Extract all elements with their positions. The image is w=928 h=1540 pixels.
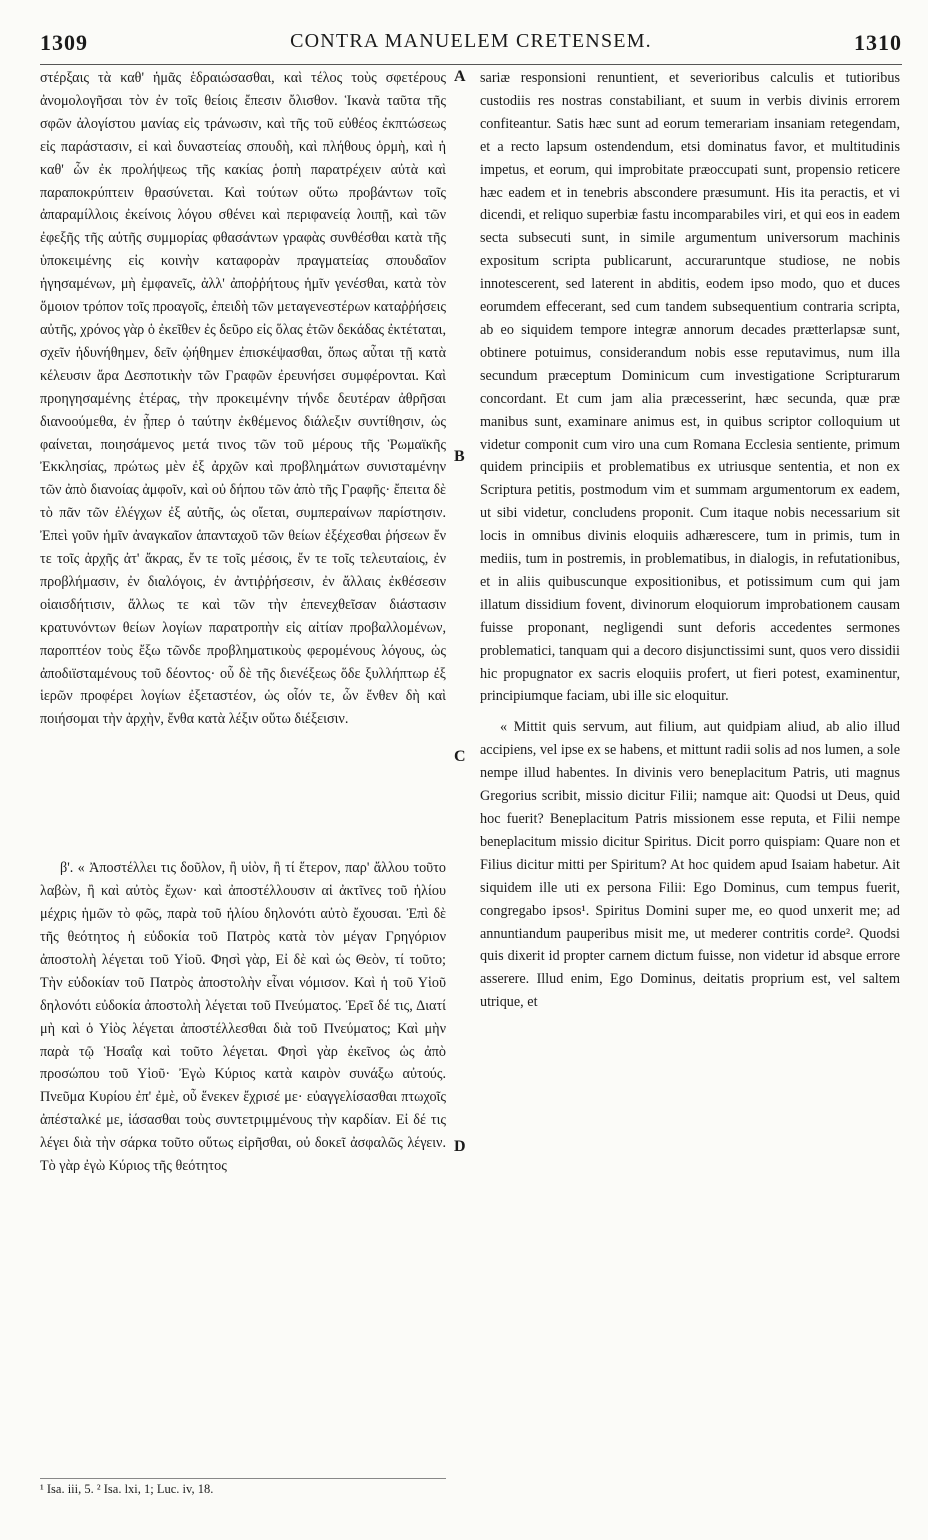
page-number-right: 1310 [854, 30, 902, 55]
margin-letter-d: D [454, 1138, 466, 1155]
margin-letter-b: B [454, 448, 465, 465]
latin-paragraph-2: « Mittit quis servum, aut filium, aut quidpiam aliud, ab alio illud accipiens, vel ipse ex se habens, et mittunt radii solis ad nos lumen, a sole nempe illud habentes. In divinis vero beneplacitum Patris, uti magnus Gregorius scribit, missio dicitur Filii; namque ait: Quodsi ut Deus, quid hoc fuerit? Beneplacitum Patris missionem esse reputa, et Filii nempe beneplacitum missio dicitur Spiritus. Dicit porro quispiam: Quare non et Filius dicitur mitti per Spiritum? At hoc quidem apud Isaiam habetur. Ait siquidem ille uti ex persona Filii: Ego Dominus, cum tempus fuerit, congregabo ipsos¹. Spiritus Domini super me, eo quod unxerit me; ad annuntiandum pauperibus misit me, ut mederer contritis corde². Quodsi quis dixerit id propter carnem dictum fuisse, non videtur id absque errore asserere. Illud enim, Ego Dominus, deitatis proprium est, vel saltem utrique, et [480, 719, 900, 1011]
page-number-left: 1309 [40, 30, 88, 55]
footnote-rule [40, 1478, 446, 1479]
greek-column [40, 67, 446, 1178]
greek-paragraph-1: στέρξαις τὰ καθ' ἡμᾶς ἑδραιώσασθαι, καὶ τέλος τοὺς σφετέρους ἀνομολογῆσαι τὸν ἐν τοῖς θείοις ἔπεσιν ὄλισθον. Ἱκανὰ ταῦτα τῆς σφῶν ἀλογίστου μανίας εἰς τράνωσιν, καὶ τῆς τοῦ εὐθέος ἐκπτώσεως εἰς παράστασιν, εἰ καὶ δυναστείας σπουδὴ, καὶ πλήθους ὁρμὴ, καὶ ἡ καθ' ὧν ἐκ προλήψεως τῆς κακίας ῥοπὴ παρατρέχειν αὐτὰ καὶ παραποκρύπτειν θρασύνεται. Καὶ τούτων οὕτω προβάντων τοῖς ἀπαραμίλλοις ἐκείνοις λόγου σθένει καὶ περιφανείᾳ λοιπῇ, καὶ τῶν ἐφεξῆς τῆς αὐτῆς συμμορίας φθασάντων γραφὰς συνθέσθαι κατὰ τῆς ὑποκειμένης εἰς κοινὴν καταφορὰν πραγματείας σπουδαῖον ἡγησαμένων, μὴ ἐμφανεῖς, ἀλλ' ἀποῤῥήτους ἡμῖν γενέσθαι, κατὰ τὸν ὅμοιον τρόπον τοῖς προαγοῖς, ἐπειδὴ τῶν μεταγενεστέρων καταῤῥήσεις αὐτῆς, χρόνος γὰρ ὁ ἐκεῖθεν ἐς δεῦρο εἰς ὅλας ἐτῶν δεκάδας ἐκτέταται, σχεῖν ἠδυνήθημεν, δεῖν ᾠήθημεν ἐπισκέψασθαι, ὅπως αὗται τῇ κατὰ κέλευσιν ἄρα Δεσποτικὴν τῶν Γραφῶν ἐρευνήσει συμφέρονται. Καὶ προηγησαμένης ἑτέρας, τὴν προκειμένην τήνδε δευτέραν ἀθρῆσαι διανοούμεθα, ἐν ᾗπερ ὁ ταύτην ἐκθέμενος διάλεξιν συντίθησιν, ὡς φαίνεται, ποιησάμενος μετά τινος τῶν τοῦ μέρους τῆς Ῥωμαϊκῆς Ἐκκλησίας, πρώτως μὲν ἐξ ἀρχῶν καὶ προβλημάτων συνισταμένην τῶν ἀπὸ διανοίας ἀμφοῖν, καὶ οὐ δήπου τῶν ἀπὸ τῆς Γραφῆς· ἔπειτα δὲ τὸ πᾶν τῶν ἐλέγχων ἐξ αὐτῆς, ὡς οἴεται, συμπεραίνων παρίστησιν. Ἐπεὶ γοῦν ἡμῖν ἀναγκαῖον ἁπανταχοῦ τῶν θείων ἐξέχεσθαι ῥήσεων ἔν τε τοῖς ἀρχῆς ἀτ' ἄκρας, ἔν τε τοῖς μέσοις, ἔν τε τοῖς τελευταίοις, ἐν προβλήμασιν, ἐν διαλόγοις, ἐν ἀντιῤῥήσεσιν, ἐν ἄλλαις ἐκθέσεσιν οἱαισδήτισιν, ἄλλως τε καὶ τῶν τὴν ἐπενεχθεῖσαν διάστασιν κρατυνόντων θείων λογίων παρατροπὴν εἰς αἰτίαν προβαλλομένων, παροπτέον τοὺς ἔξω τῶνδε προβληματικοὺς φερομένους λόγους, ὡς ἀποδιϊσταμένους τοῦ δέοντος· οὗ δὲ τῆς διενέξεως ὅδε ξυλλήπτωρ ἐξ ἱερῶν προφέρει λογίων ἐξεταστέον, ὡς οἷόν τε, ὧν ἔνθεν δὴ καὶ ποιήσομαι τὴν ἀρχὴν, ἔνθα κατὰ λέξιν οὕτω διέξεισιν. [40, 70, 446, 728]
margin-letter-a: A [454, 68, 466, 85]
paragraph-gap [480, 708, 900, 716]
running-title: CONTRA MANUELEM CRETENSEM. [290, 30, 652, 52]
greek-paragraph-2: β'. « Ἀποστέλλει τις δοῦλον, ἢ υἱὸν, ἢ τί ἕτερον, παρ' ἄλλου τοῦτο λαβὼν, ἢ καὶ αὐτὸς ἔχων· καὶ ἀποστέλλουσιν αἱ ἀκτῖνες τοῦ ἡλίου μέχρις ἡμῶν τὸ φῶς, παρὰ τοῦ ἡλίου δηλονότι αὐτὸ ἔχουσαι. Ἐπὶ δὲ τῆς θεότητος ἡ εὐδοκία τοῦ Πατρὸς κατὰ τὸν μέγαν Γρηγόριον ἀποστολὴ λέγεται τοῦ Υἱοῦ. Φησὶ γὰρ, Εἰ δὲ καὶ ὡς Θεὸν, τί τοῦτο; Τὴν εὐδοκίαν τοῦ Πατρὸς ἀποστολὴν εἶναι νόμισον. Καὶ ἡ τοῦ Υἱοῦ δηλονότι εὐδοκία ἀποστολὴ λέγεται τοῦ Πνεύματος. Ἐρεῖ δέ τις, Διατί μὴ καὶ ὁ Υἱὸς λέγεται ἀποστέλλεσθαι διὰ τοῦ Πνεύματος; Καὶ μὴν παρὰ τῷ Ἡσαΐᾳ καὶ τοῦτο λέγεται. Φησὶ γὰρ ἐκεῖνος ὡς ἀπὸ προσώπου τοῦ Υἱοῦ· Ἐγὼ Κύριος κατὰ καιρὸν συνάξω αὐτούς. Πνεῦμα Κυρίου ἐπ' ἐμὲ, οὗ ἕνεκεν ἔχρισέ με· εὐαγγελίσασθαι πτωχοῖς ἀπέσταλκέ με, ἰάσασθαι τοὺς συντετριμμένους τὴν καρδίαν. Εἰ δέ τις λέγει διὰ τὴν σάρκα τοῦτο οὕτως εἰρῆσθαι, οὐ δοκεῖ ἀσφαλῶς λέγειν. Τὸ γὰρ ἐγὼ Κύριος τῆς θεότητος [40, 860, 446, 1175]
footnotes: ¹ Isa. iii, 5. ² Isa. lxi, 1; Luc. iv, 18. [40, 1482, 214, 1496]
latin-column [480, 67, 900, 1014]
latin-paragraph-1: sariæ responsioni renuntient, et severioribus calculis et tutioribus custodiis res nostras constabiliant, et suum in verbis divinis errorem confiteantur. Satis hæc sunt ad eorum temerariam insaniam retegendam, et a recto lapsum ostendendum, etsi dominatus favor, et multitudinis impetus, et eorum, qui improbitate præoccupati sunt, propensio reticere hæc eadem et in tenebris abscondere præsumunt. His ita peractis, et vi dicendi, et reliquo superbiæ fastu incomparabiles viri, et qui eos in eadem secta subsecuti sunt, in simile argumentum universorum machinis expositum scripta publicarunt, accuraruntque studiose, ne nobis innotescerent, sed laterent in abditis, eodem ipso modo, quo et duces eorumdem effecerant, sed cum tandem subsequentium contraria scripta, ab eo siquidem tempore integræ annorum decades prætterlapsæ sunt, obtinere potuimus, considerandum nobis esse reputavimus, num illa secundum præceptum Dominicum cum investigatione Scripturarum concordant. Et cum jam alia præcesserint, hæc secunda, quæ præ manibus sunt, examinare animus est, in quibus scriptor colloquium ut videtur componit cum viro una cum Romana Ecclesia sentiente, primum quidem principiis et problematibus ex utriusque sententia, et non ex Scriptura petitis, postmodum vim et summam argumentorum ex eadem, ut sibi videtur, concludens proponit. Cum itaque nobis necessarium sit locis in omnibus divinis eloquiis adhærescere, tum in primis, tum in mediis, tum in postremis, in problematibus, in dialogis, in refutationibus, et in aliis quibuscunque expositionibus, et potissimum cum qui jam illatum dissidium fovent, divinorum eloquiorum improbationem causam fuisse proponant, negligendi sunt deforis accedentes sermones problematici, tanquam qui a decoro disjunctissimi sunt, quos vero dissidii hic propugnator ex sacris eloquiis profert, ut fieri potest, examinentur, principiumque faciam, ubi ille sic eloquitur. [480, 70, 900, 705]
margin-letter-c: C [454, 748, 466, 765]
paragraph-gap [40, 731, 446, 857]
page-header [40, 30, 902, 64]
header-rule [40, 64, 902, 65]
